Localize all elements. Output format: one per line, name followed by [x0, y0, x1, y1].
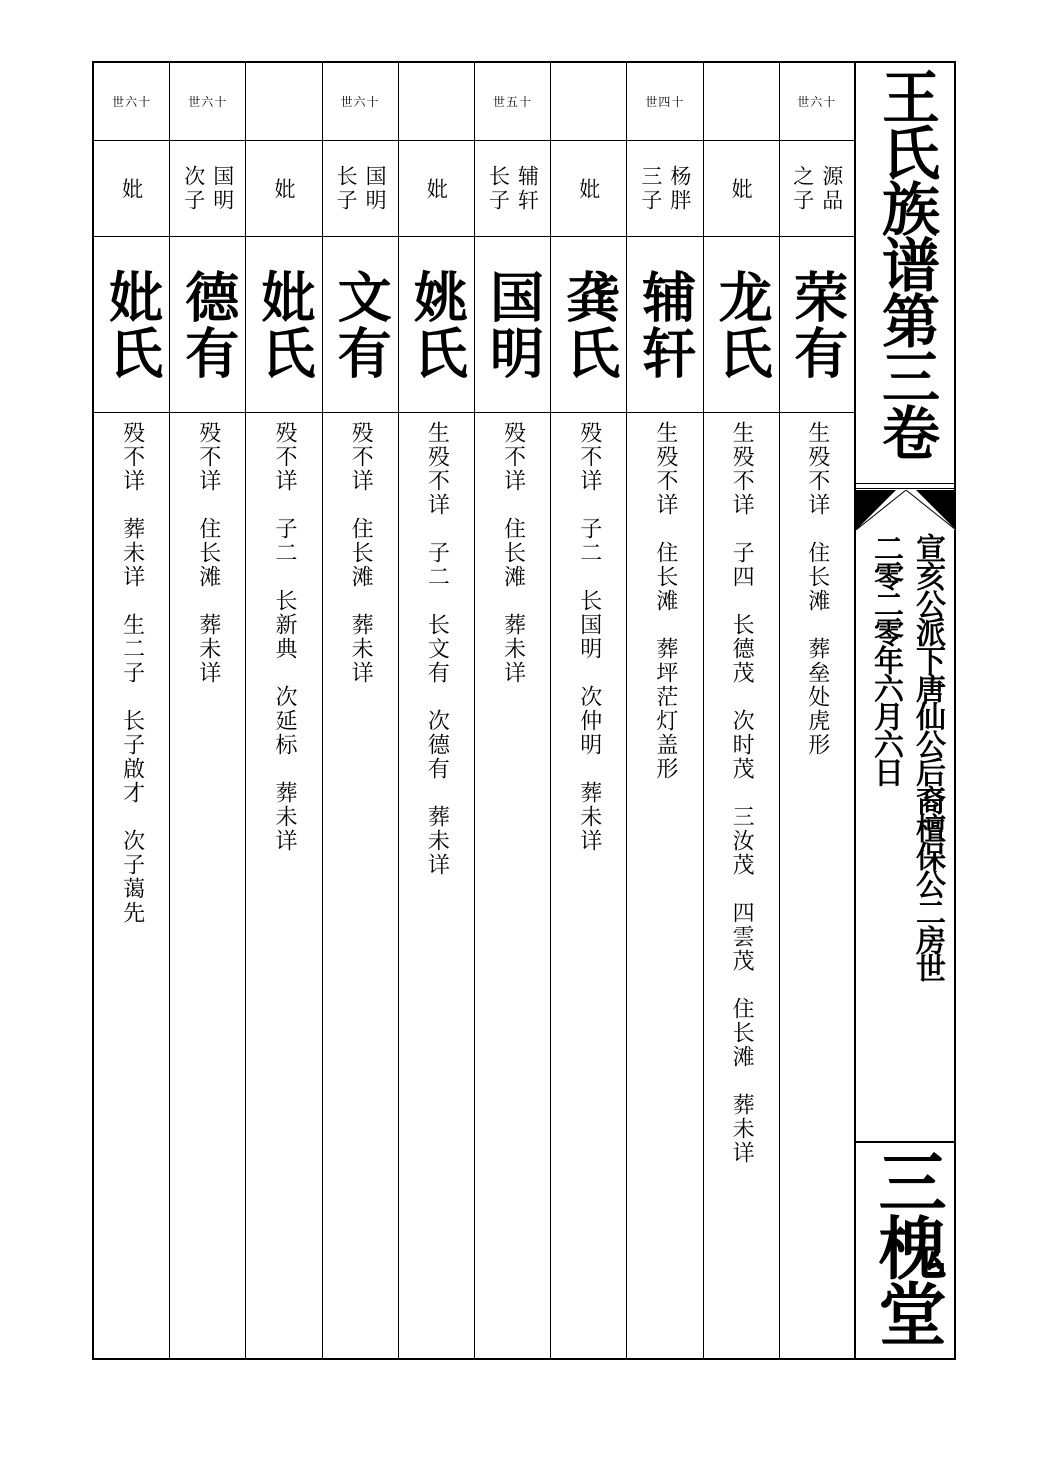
relation-order: 之子	[790, 164, 815, 213]
name-cell	[551, 237, 626, 413]
relation-cell	[399, 141, 474, 237]
generation-cell: 世六十	[323, 63, 398, 141]
person-description: 殁不详 子二 长新典 次延标 葬未详	[271, 421, 297, 853]
person-name: 龙氏	[710, 268, 774, 381]
person-name: 荣有	[785, 268, 849, 381]
entry-column	[704, 63, 780, 1358]
generation-cell: 世四十	[627, 63, 702, 141]
person-description: 殁不详 子二 长国明 次仲明 葬未详	[576, 421, 602, 853]
entry-column	[323, 63, 399, 1358]
entry-column	[475, 63, 551, 1358]
relation-cell	[551, 141, 626, 237]
hall-name: 三槐堂	[867, 1147, 946, 1345]
person-name: 德有	[176, 268, 240, 381]
relation-cell	[475, 141, 550, 237]
relation-parent: 辅轩	[515, 164, 540, 213]
relation-cell	[627, 141, 702, 237]
divider	[856, 483, 956, 484]
name-cell	[323, 237, 398, 413]
person-description: 殁不详 住长滩 葬未详	[500, 421, 526, 685]
title-column	[856, 63, 956, 1358]
description-cell	[780, 413, 854, 1358]
relation-parent: 国明	[210, 164, 235, 213]
description-cell	[323, 413, 398, 1358]
hall-name-cell	[856, 1147, 956, 1357]
description-cell	[94, 413, 169, 1358]
entry-column	[399, 63, 475, 1358]
relation-text: 妣	[119, 178, 144, 199]
person-description: 殁不详 葬未详 生二子 长子啟才 次子蔼先	[119, 421, 145, 925]
generation-cell	[399, 63, 474, 141]
name-cell	[704, 237, 779, 413]
book-title-cell	[856, 63, 956, 483]
description-cell	[399, 413, 474, 1358]
relation-parent: 国明	[363, 164, 388, 213]
entry-column	[94, 63, 170, 1358]
person-name: 龚氏	[557, 268, 621, 381]
description-cell	[627, 413, 702, 1358]
name-cell	[627, 237, 702, 413]
relation-text: 妣	[576, 178, 601, 199]
relation-text: 妣	[729, 178, 754, 199]
description-cell	[551, 413, 626, 1358]
relation-order: 长子	[486, 164, 511, 213]
relation-parent: 源品	[819, 164, 844, 213]
person-description: 生殁不详 子四 长德茂 次时茂 三汝茂 四雲茂 住长滩 葬未详	[729, 421, 755, 1165]
book-title: 王氏族谱第三卷	[872, 67, 940, 459]
relation-cell	[704, 141, 779, 237]
person-description: 殁不详 住长滩 葬未详	[195, 421, 221, 685]
generation-cell: 世六十	[94, 63, 169, 141]
divider	[856, 1141, 956, 1143]
person-name: 文有	[329, 268, 393, 381]
person-description: 生殁不详 子二 长文有 次德有 葬未详	[424, 421, 450, 877]
entry-column	[627, 63, 703, 1358]
generation-cell: 世六十	[170, 63, 245, 141]
person-description: 殁不详 住长滩 葬未详	[348, 421, 374, 685]
generation-cell: 世五十	[475, 63, 550, 141]
entry-column	[170, 63, 246, 1358]
person-name: 妣氏	[252, 268, 316, 381]
genealogy-page	[92, 61, 956, 1360]
relation-cell	[246, 141, 321, 237]
entry-column	[780, 63, 856, 1358]
generation-cell	[246, 63, 321, 141]
name-cell	[246, 237, 321, 413]
relation-parent: 杨胖	[667, 164, 692, 213]
lineage-subtitle: 宣亥公派下唐仙公后裔檀保公二房世	[910, 533, 945, 981]
person-name: 姚氏	[405, 268, 469, 381]
description-cell	[475, 413, 550, 1358]
relation-text: 妣	[424, 178, 449, 199]
description-cell	[246, 413, 321, 1358]
entries-grid	[94, 63, 856, 1358]
divider	[856, 488, 956, 489]
relation-order: 长子	[334, 164, 359, 213]
entry-column	[246, 63, 322, 1358]
relation-order: 次子	[181, 164, 206, 213]
generation-cell: 世六十	[780, 63, 854, 141]
publication-date: 二零二零年六月六日	[868, 533, 903, 785]
relation-text: 妣	[271, 178, 296, 199]
subtitle-block	[856, 533, 956, 1133]
person-description: 生殁不详 住长滩 葬坪茫灯盖形	[652, 421, 678, 781]
description-cell	[170, 413, 245, 1358]
name-cell	[94, 237, 169, 413]
description-cell	[704, 413, 779, 1358]
name-cell	[780, 237, 854, 413]
entry-column	[551, 63, 627, 1358]
name-cell	[170, 237, 245, 413]
person-name: 妣氏	[100, 268, 164, 381]
relation-order: 三子	[638, 164, 663, 213]
triangle-ornament-icon	[856, 490, 956, 530]
generation-cell	[551, 63, 626, 141]
relation-cell	[170, 141, 245, 237]
generation-cell	[704, 63, 779, 141]
person-name: 国明	[481, 268, 545, 381]
relation-cell	[323, 141, 398, 237]
relation-cell	[94, 141, 169, 237]
person-name: 辅轩	[633, 268, 697, 381]
name-cell	[475, 237, 550, 413]
name-cell	[399, 237, 474, 413]
relation-cell	[780, 141, 854, 237]
person-description: 生殁不详 住长滩 葬垒处虎形	[804, 421, 830, 757]
